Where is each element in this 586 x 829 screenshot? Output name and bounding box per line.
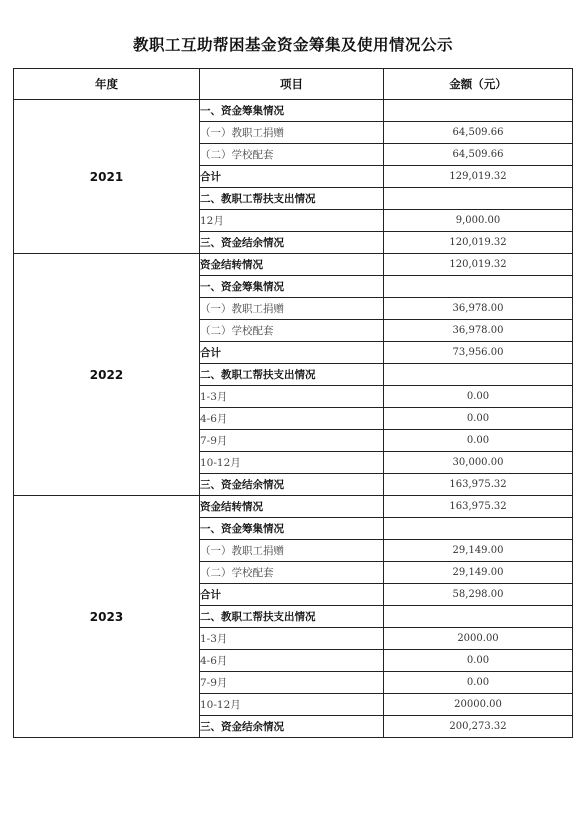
table-row (14, 254, 573, 276)
item-cell: 10-12月 (200, 452, 384, 474)
amount-cell: 0.00 (384, 650, 573, 672)
amount-cell: 0.00 (384, 430, 573, 452)
item-cell: 资金结转情况 (200, 496, 384, 518)
amount-cell (384, 364, 573, 386)
header-year: 年度 (14, 69, 200, 100)
item-cell: 12月 (200, 210, 384, 232)
item-cell: （一）教职工捐赠 (200, 298, 384, 320)
amount-cell: 58,298.00 (384, 584, 573, 606)
item-cell: 7-9月 (200, 672, 384, 694)
fund-table (13, 68, 573, 738)
amount-cell: 163,975.32 (384, 474, 573, 496)
amount-cell: 120,019.32 (384, 254, 573, 276)
item-cell: （二）学校配套 (200, 144, 384, 166)
year-cell: 2021 (14, 100, 200, 254)
item-cell: 三、资金结余情况 (200, 474, 384, 496)
amount-cell: 36,978.00 (384, 320, 573, 342)
item-cell: 4-6月 (200, 650, 384, 672)
item-cell: 三、资金结余情况 (200, 232, 384, 254)
item-cell: 一、资金筹集情况 (200, 276, 384, 298)
amount-cell: 20000.00 (384, 694, 573, 716)
item-cell: （二）学校配套 (200, 562, 384, 584)
amount-cell (384, 276, 573, 298)
page-title: 教职工互助帮困基金资金筹集及使用情况公示 (132, 35, 453, 54)
item-cell: （二）学校配套 (200, 320, 384, 342)
year-cell: 2022 (14, 254, 200, 496)
amount-cell: 36,978.00 (384, 298, 573, 320)
item-cell: 一、资金筹集情况 (200, 100, 384, 122)
amount-cell: 64,509.66 (384, 144, 573, 166)
item-cell: （一）教职工捐赠 (200, 540, 384, 562)
amount-cell (384, 518, 573, 540)
amount-cell: 9,000.00 (384, 210, 573, 232)
header-amount: 金额（元） (384, 69, 573, 100)
item-cell: 二、教职工帮扶支出情况 (200, 188, 384, 210)
amount-cell: 73,956.00 (384, 342, 573, 364)
amount-cell: 0.00 (384, 408, 573, 430)
item-cell: （一）教职工捐赠 (200, 122, 384, 144)
item-cell: 二、教职工帮扶支出情况 (200, 606, 384, 628)
item-cell: 合计 (200, 584, 384, 606)
item-cell: 7-9月 (200, 430, 384, 452)
amount-cell: 64,509.66 (384, 122, 573, 144)
item-cell: 合计 (200, 342, 384, 364)
amount-cell (384, 188, 573, 210)
amount-cell: 2000.00 (384, 628, 573, 650)
amount-cell (384, 606, 573, 628)
amount-cell: 200,273.32 (384, 716, 573, 738)
amount-cell: 29,149.00 (384, 540, 573, 562)
amount-cell: 163,975.32 (384, 496, 573, 518)
item-cell: 1-3月 (200, 628, 384, 650)
item-cell: 10-12月 (200, 694, 384, 716)
item-cell: 一、资金筹集情况 (200, 518, 384, 540)
item-cell: 三、资金结余情况 (200, 716, 384, 738)
item-cell: 4-6月 (200, 408, 384, 430)
item-cell: 合计 (200, 166, 384, 188)
year-cell: 2023 (14, 496, 200, 738)
header-item: 项目 (200, 69, 384, 100)
amount-cell: 0.00 (384, 386, 573, 408)
amount-cell: 30,000.00 (384, 452, 573, 474)
amount-cell: 29,149.00 (384, 562, 573, 584)
item-cell: 二、教职工帮扶支出情况 (200, 364, 384, 386)
table-header-row (14, 69, 573, 100)
table-row (14, 100, 573, 122)
item-cell: 1-3月 (200, 386, 384, 408)
table-body (14, 100, 573, 738)
amount-cell: 0.00 (384, 672, 573, 694)
item-cell: 资金结转情况 (200, 254, 384, 276)
table-row (14, 496, 573, 518)
amount-cell: 120,019.32 (384, 232, 573, 254)
amount-cell (384, 100, 573, 122)
amount-cell: 129,019.32 (384, 166, 573, 188)
